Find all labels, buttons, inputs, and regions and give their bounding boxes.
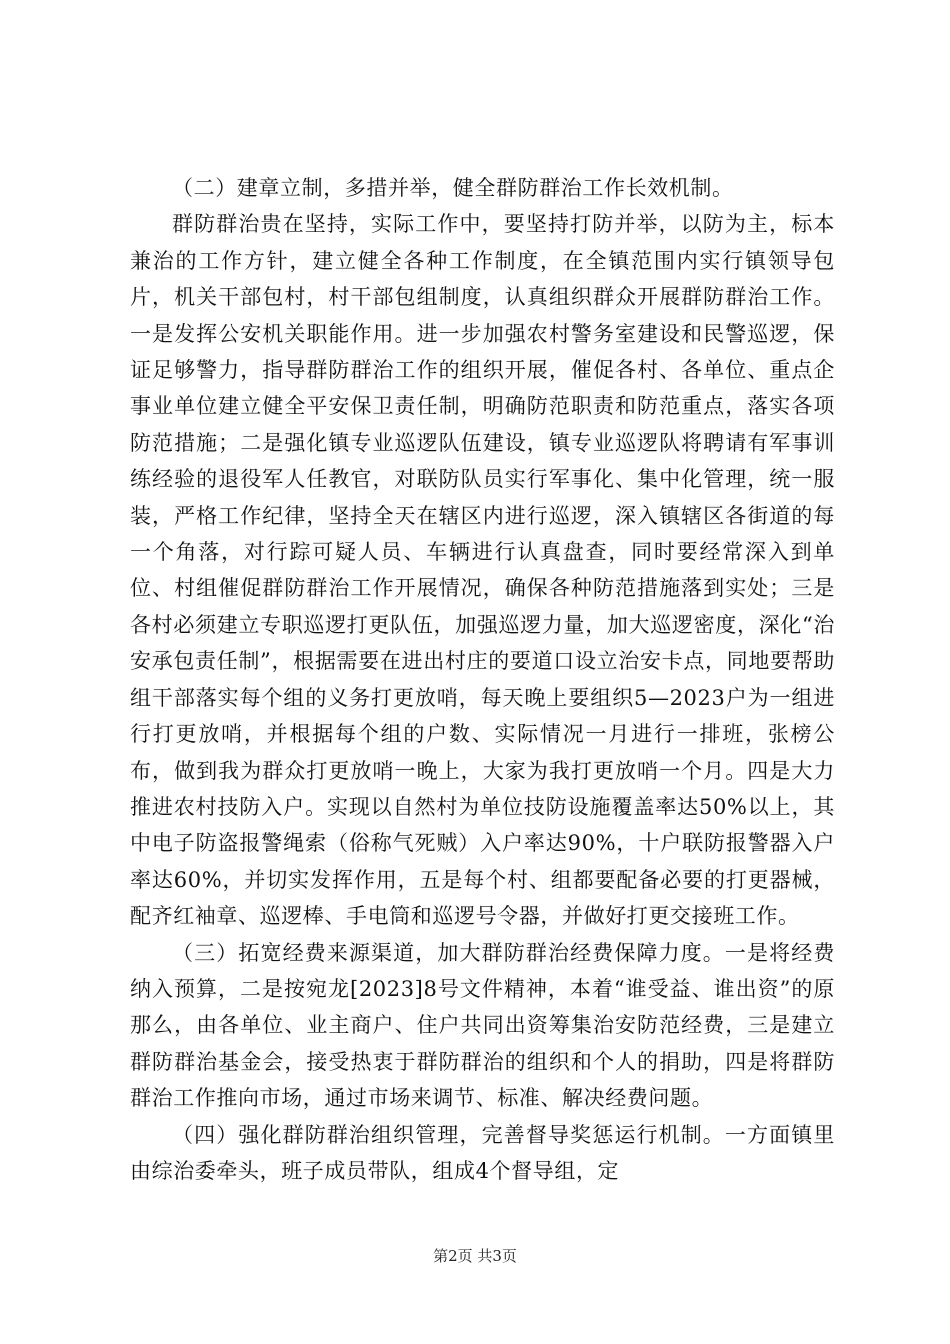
paragraph-section-two-heading: （二）建章立制，多措并举，健全群防群治工作长效机制。	[172, 176, 734, 200]
paragraph-section-two-body: 群防群治贵在坚持，实际工作中，要坚持打防并举，以防为主，标本兼治的工作方针，建立健全各种工作制度，在全镇范围内实行镇领导包片，机关干部包村，村干部包组制度，认真组织群众开展群防群治工作。一是发挥公安机关职能作用。进一步加强农村警务室建设和民警巡逻，保证足够警力，指导群防群治工作的组织开展，催促各村、各单位、重点企事业单位建立健全平安保卫责任制，明确防范职责和防范重点，落实各项防范措施；二是强化镇专业巡逻队伍建设，镇专业巡逻队将聘请有军事训练经验的退役军人任教官，对联防队员实行军事化、集中化管理，统一服装，严格工作纪律，坚持全天在辖区内进行巡逻，深入镇辖区各街道的每一个角落，对行踪可疑人员、车辆进行认真盘查，同时要经常深入到单位、村组催促群防群治工作开展情况，确保各种防范措施落到实处；三是各村必须建立专职巡逻打更队伍，加强巡逻力量，加大巡逻密度，深化“治安承包责任制”，根据需要在进出村庄的要道口设立治安卡点，同地要帮助组干部落实每个组的义务打更放哨，每天晚上要组织5—2023户为一组进行打更放哨，并根据每个组的户数、实际情况一月进行一排班，张榜公布，做到我为群众打更放哨一晚上，大家为我打更放哨一个月。四是大力推进农村技防入户。实现以自然村为单位技防设施覆盖率达50%以上，其中电子防盗报警绳索（俗称气死贼）入户率达90%，十户联防报警器入户率达60%，并切实发挥作用，五是每个村、组都要配备必要的打更器械，配齐红袖章、巡逻棒、手电筒和巡逻号令器，并做好打更交接班工作。	[130, 212, 835, 929]
paragraph-section-three: （三）拓宽经费来源渠道，加大群防群治经费保障力度。一是将经费纳入预算，二是按宛龙[2023]8号文件精神，本着“谁受益、谁出资”的原那么，由各单位、业主商户、住户共同出资筹集治安防范经费，三是建立群防群治基金会，接受热衷于群防群治的组织和个人的捐助，四是将群防群治工作推向市场，通过市场来调节、标准、解决经费问题。	[130, 940, 835, 1111]
page-number-footer: 第2页 共3页	[433, 1247, 517, 1265]
paragraph-section-four: （四）强化群防群治组织管理，完善督导奖惩运行机制。一方面镇里由综治委牵头，班子成员带队，组成4个督导组，定	[130, 1122, 835, 1183]
document-body	[130, 170, 835, 1189]
